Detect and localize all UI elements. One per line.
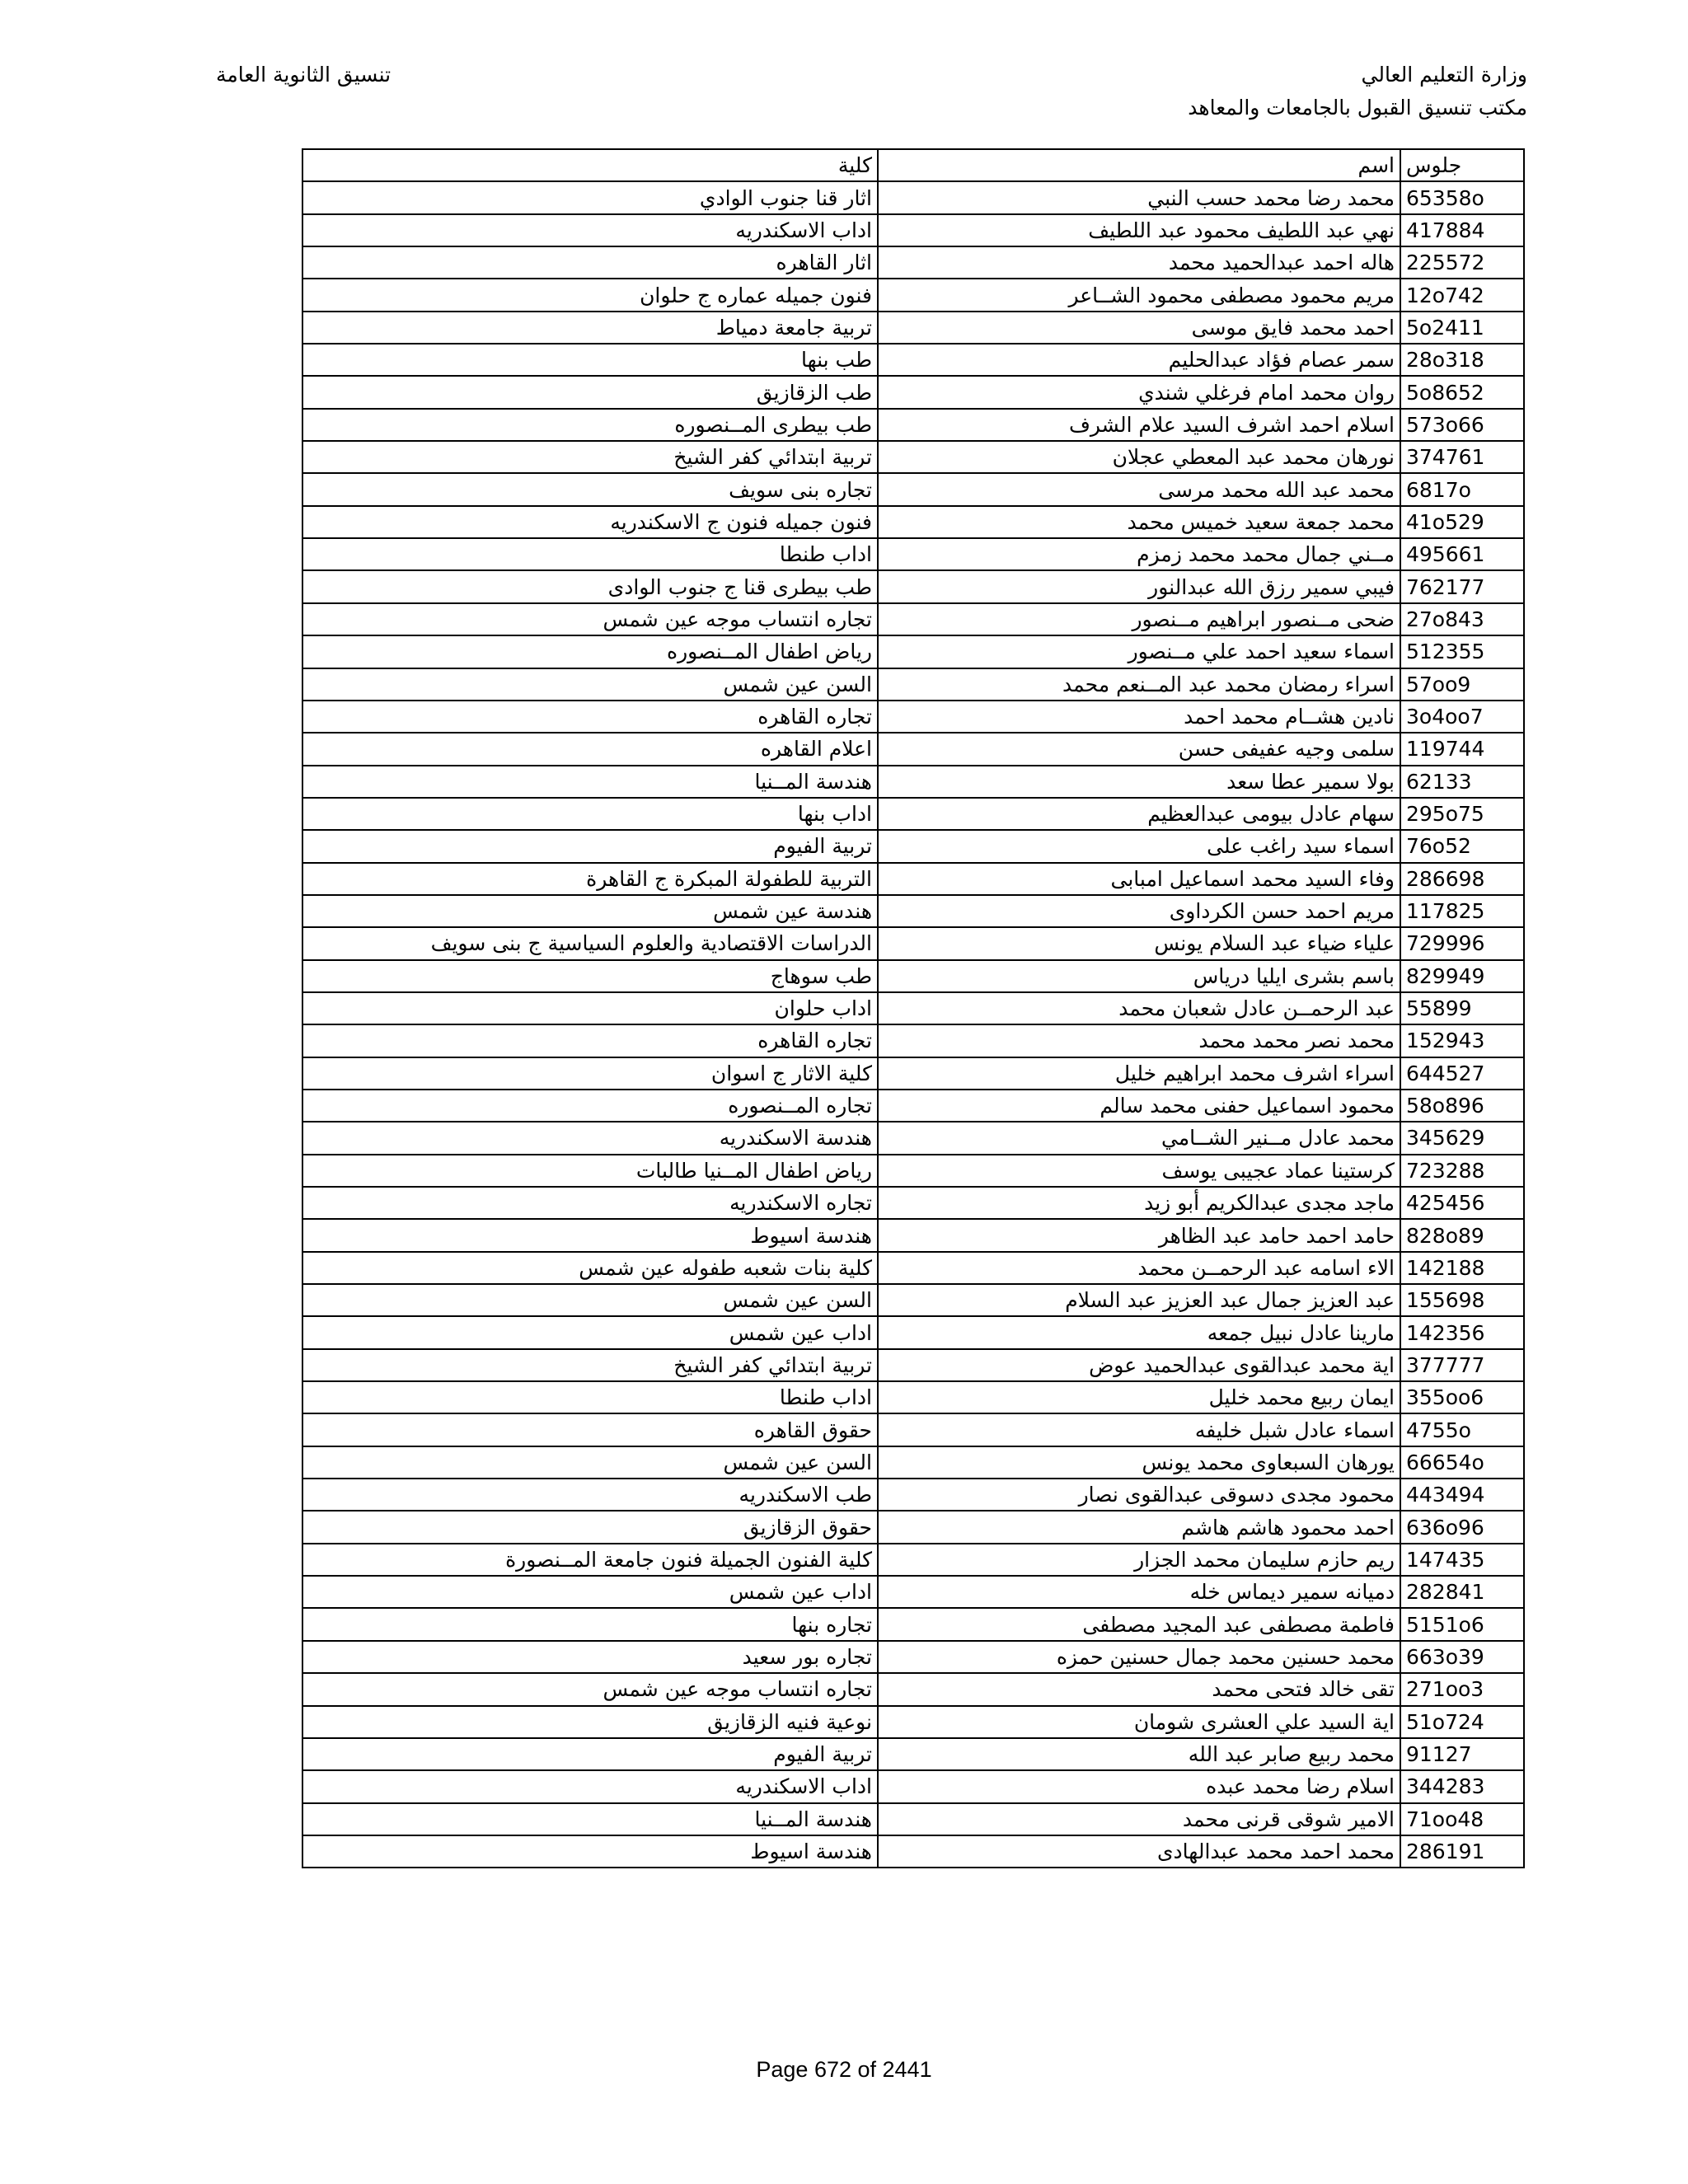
table-row <box>302 1381 1524 1413</box>
table-row <box>302 766 1524 798</box>
table-row <box>302 376 1524 408</box>
results-table <box>302 148 1525 1868</box>
seat-number-cell: 155698 <box>1400 1284 1524 1316</box>
student-name-cell: محمد رضا محمد حسب النبي <box>878 181 1400 213</box>
student-name-cell: وفاء السيد محمد اسماعيل امبابى <box>878 863 1400 895</box>
seat-number-cell: 28o318 <box>1400 344 1524 376</box>
name-column-header: اسم <box>878 149 1400 181</box>
college-cell: طب بنها <box>302 344 878 376</box>
student-name-cell: مــني جمال محمد محمد زمزم <box>878 538 1400 570</box>
college-cell: فنون جميله فنون ج الاسكندريه <box>302 506 878 538</box>
college-cell: فنون جميله عماره ج حلوان <box>302 279 878 311</box>
student-name-cell: مارينا عادل نبيل جمعه <box>878 1316 1400 1348</box>
table-row <box>302 279 1524 311</box>
table-row <box>302 1608 1524 1640</box>
seat-number-cell: 3o4oo7 <box>1400 701 1524 733</box>
seat-number-cell: 573o66 <box>1400 409 1524 441</box>
seat-number-cell: 417884 <box>1400 214 1524 246</box>
student-name-cell: سمر عصام فؤاد عبدالحليم <box>878 344 1400 376</box>
table-row <box>302 927 1524 959</box>
student-name-cell: دميانه سمير ديماس خله <box>878 1576 1400 1608</box>
student-name-cell: فيبي سمير رزق الله عبدالنور <box>878 570 1400 602</box>
table-row <box>302 668 1524 701</box>
college-cell: اثار القاهره <box>302 246 878 279</box>
college-cell: طب الاسكندريه <box>302 1479 878 1511</box>
seat-number-cell: 152943 <box>1400 1024 1524 1057</box>
table-row <box>302 1673 1524 1705</box>
college-cell: اداب حلوان <box>302 992 878 1024</box>
student-name-cell: حامد احمد حامد عبد الظاهر <box>878 1219 1400 1251</box>
student-name-cell: تقى خالد فتحى محمد <box>878 1673 1400 1705</box>
college-cell: تجاره الاسكندريه <box>302 1187 878 1219</box>
table-row <box>302 830 1524 862</box>
student-name-cell: محمد عادل مــنير الشــامي <box>878 1122 1400 1154</box>
student-name-cell: محمد احمد محمد عبدالهادى <box>878 1835 1400 1868</box>
college-cell: السن عين شمس <box>302 668 878 701</box>
seat-number-cell: 295o75 <box>1400 798 1524 830</box>
college-cell: نوعية فنيه الزقازيق <box>302 1706 878 1738</box>
table-row <box>302 798 1524 830</box>
college-cell: الدراسات الاقتصادية والعلوم السياسية ج بنى سويف <box>302 927 878 959</box>
student-name-cell: الامير شوقى قرنى محمد <box>878 1803 1400 1835</box>
student-name-cell: الاء اسامه عبد الرحمــن محمد <box>878 1252 1400 1284</box>
table-row <box>302 1090 1524 1122</box>
seat-number-cell: 271oo3 <box>1400 1673 1524 1705</box>
student-name-cell: اسلام رضا محمد عبده <box>878 1770 1400 1802</box>
student-name-cell: اسماء سيد راغب على <box>878 830 1400 862</box>
table-row <box>302 635 1524 668</box>
table-row <box>302 1479 1524 1511</box>
student-name-cell: فاطمة مصطفى عبد المجيد مصطفى <box>878 1608 1400 1640</box>
seat-number-cell: 65358o <box>1400 181 1524 213</box>
table-row <box>302 181 1524 213</box>
college-cell: تجاره انتساب موجه عين شمس <box>302 603 878 635</box>
college-cell: هندسة الاسكندريه <box>302 1122 878 1154</box>
college-cell: طب بيطرى المــنصوره <box>302 409 878 441</box>
seat-number-cell: 729996 <box>1400 927 1524 959</box>
student-name-cell: اية محمد عبدالقوى عبدالحميد عوض <box>878 1349 1400 1381</box>
table-row <box>302 1738 1524 1770</box>
college-cell: هندسة المــنيا <box>302 1803 878 1835</box>
seat-number-cell: 495661 <box>1400 538 1524 570</box>
seat-number-cell: 443494 <box>1400 1479 1524 1511</box>
college-cell: اداب عين شمس <box>302 1576 878 1608</box>
seat-number-cell: 355oo6 <box>1400 1381 1524 1413</box>
seat-number-cell: 147435 <box>1400 1544 1524 1576</box>
seat-number-cell: 286191 <box>1400 1835 1524 1868</box>
seat-number-cell: 286698 <box>1400 863 1524 895</box>
table-row <box>302 1511 1524 1543</box>
college-cell: اداب بنها <box>302 798 878 830</box>
student-name-cell: هاله احمد عبدالحميد محمد <box>878 246 1400 279</box>
table-row <box>302 701 1524 733</box>
student-name-cell: روان محمد امام فرغلي شندي <box>878 376 1400 408</box>
student-name-cell: ضحى مــنصور ابراهيم مــنصور <box>878 603 1400 635</box>
college-cell: طب بيطرى قنا ج جنوب الوادى <box>302 570 878 602</box>
table-row <box>302 1155 1524 1187</box>
table-row <box>302 895 1524 927</box>
table-row <box>302 1284 1524 1316</box>
college-cell: اعلام القاهره <box>302 733 878 765</box>
seat-number-cell: 119744 <box>1400 733 1524 765</box>
table-row <box>302 441 1524 473</box>
college-cell: هندسة اسيوط <box>302 1835 878 1868</box>
college-cell: تجاره بور سعيد <box>302 1641 878 1673</box>
college-cell: تجاره القاهره <box>302 1024 878 1057</box>
table-row <box>302 344 1524 376</box>
table-row <box>302 246 1524 279</box>
college-cell: طب الزقازيق <box>302 376 878 408</box>
student-name-cell: عبد الرحمــن عادل شعبان محمد <box>878 992 1400 1024</box>
seat-number-cell: 663o39 <box>1400 1641 1524 1673</box>
college-cell: اداب طنطا <box>302 1381 878 1413</box>
student-name-cell: محمد نصر محمد محمد <box>878 1024 1400 1057</box>
table-row <box>302 1576 1524 1608</box>
student-name-cell: اسراء اشرف محمد ابراهيم خليل <box>878 1057 1400 1090</box>
header-row <box>302 149 1524 181</box>
table-row <box>302 1024 1524 1057</box>
seat-number-cell: 27o843 <box>1400 603 1524 635</box>
page-number: Page 672 of 2441 <box>756 2057 932 2082</box>
college-cell: التربية للطفولة المبكرة ج القاهرة <box>302 863 878 895</box>
college-cell: هندسة اسيوط <box>302 1219 878 1251</box>
seat-number-cell: 57oo9 <box>1400 668 1524 701</box>
student-name-cell: كرستينا عماد عجيبى يوسف <box>878 1155 1400 1187</box>
student-name-cell: اية السيد علي العشرى شومان <box>878 1706 1400 1738</box>
table-row <box>302 570 1524 602</box>
student-name-cell: مريم محمود مصطفى محمود الشــاعر <box>878 279 1400 311</box>
college-cell: السن عين شمس <box>302 1284 878 1316</box>
college-cell: اداب عين شمس <box>302 1316 878 1348</box>
table-row <box>302 960 1524 992</box>
seat-number-cell: 91127 <box>1400 1738 1524 1770</box>
table-row <box>302 1770 1524 1802</box>
seat-column-header: جلوس <box>1400 149 1524 181</box>
student-name-cell: محمود مجدى دسوقى عبدالقوى نصار <box>878 1479 1400 1511</box>
seat-number-cell: 41o529 <box>1400 506 1524 538</box>
table-row <box>302 863 1524 895</box>
student-name-cell: بولا سمير عطا سعد <box>878 766 1400 798</box>
table-row <box>302 1316 1524 1348</box>
seat-number-cell: 51o724 <box>1400 1706 1524 1738</box>
seat-number-cell: 828o89 <box>1400 1219 1524 1251</box>
college-cell: اداب الاسكندريه <box>302 214 878 246</box>
seat-number-cell: 512355 <box>1400 635 1524 668</box>
student-name-cell: اسلام احمد اشرف السيد علام الشرف <box>878 409 1400 441</box>
seat-number-cell: 282841 <box>1400 1576 1524 1608</box>
student-name-cell: محمد ربيع صابر عبد الله <box>878 1738 1400 1770</box>
student-name-cell: نورهان محمد عبد المعطي عجلان <box>878 441 1400 473</box>
seat-number-cell: 5o8652 <box>1400 376 1524 408</box>
seat-number-cell: 71oo48 <box>1400 1803 1524 1835</box>
student-name-cell: اسراء رمضان محمد عبد المــنعم محمد <box>878 668 1400 701</box>
college-cell: هندسة المــنيا <box>302 766 878 798</box>
seat-number-cell: 377777 <box>1400 1349 1524 1381</box>
student-name-cell: احمد محمد فايق موسى <box>878 312 1400 344</box>
table-row <box>302 214 1524 246</box>
college-cell: رياض اطفال المــنيا طالبات <box>302 1155 878 1187</box>
table-row <box>302 409 1524 441</box>
college-cell: كلية بنات شعبه طفوله عين شمس <box>302 1252 878 1284</box>
seat-number-cell: 58o896 <box>1400 1090 1524 1122</box>
table-row <box>302 1349 1524 1381</box>
student-name-cell: نهي عبد اللطيف محمود عبد اللطيف <box>878 214 1400 246</box>
college-cell: حقوق القاهره <box>302 1413 878 1446</box>
college-cell: تربية ابتدائي كفر الشيخ <box>302 1349 878 1381</box>
table-row <box>302 992 1524 1024</box>
seat-number-cell: 66654o <box>1400 1446 1524 1479</box>
table-row <box>302 1706 1524 1738</box>
seat-number-cell: 142356 <box>1400 1316 1524 1348</box>
seat-number-cell: 644527 <box>1400 1057 1524 1090</box>
student-name-cell: اسماء عادل شبل خليفه <box>878 1413 1400 1446</box>
college-cell: السن عين شمس <box>302 1446 878 1479</box>
table-row <box>302 1446 1524 1479</box>
table-row <box>302 1803 1524 1835</box>
student-name-cell: محمود اسماعيل حفنى محمد سالم <box>878 1090 1400 1122</box>
college-cell: اداب طنطا <box>302 538 878 570</box>
table-row <box>302 473 1524 505</box>
seat-number-cell: 142188 <box>1400 1252 1524 1284</box>
college-cell: اداب الاسكندريه <box>302 1770 878 1802</box>
college-cell: تربية جامعة دمياط <box>302 312 878 344</box>
college-cell: تجاره بنى سويف <box>302 473 878 505</box>
college-cell: رياض اطفال المــنصوره <box>302 635 878 668</box>
seat-number-cell: 829949 <box>1400 960 1524 992</box>
seat-number-cell: 5o2411 <box>1400 312 1524 344</box>
table-row <box>302 1835 1524 1868</box>
student-name-cell: باسم بشرى ايليا درياس <box>878 960 1400 992</box>
college-cell: تربية الفيوم <box>302 1738 878 1770</box>
student-name-cell: محمد عبد الله محمد مرسى <box>878 473 1400 505</box>
student-name-cell: اسماء سعيد احمد علي مــنصور <box>878 635 1400 668</box>
college-cell: اثار قنا جنوب الوادي <box>302 181 878 213</box>
table-row <box>302 1219 1524 1251</box>
student-name-cell: علياء ضياء عبد السلام يونس <box>878 927 1400 959</box>
student-name-cell: سلمى وجيه عفيفى حسن <box>878 733 1400 765</box>
seat-number-cell: 117825 <box>1400 895 1524 927</box>
seat-number-cell: 636o96 <box>1400 1511 1524 1543</box>
table-row <box>302 1252 1524 1284</box>
seat-number-cell: 6817o <box>1400 473 1524 505</box>
college-cell: تجاره انتساب موجه عين شمس <box>302 1673 878 1705</box>
seat-number-cell: 5151o6 <box>1400 1608 1524 1640</box>
coordination-title: تنسيق الثانوية العامة <box>216 63 392 87</box>
college-cell: حقوق الزقازيق <box>302 1511 878 1543</box>
table-row <box>302 312 1524 344</box>
ministry-title: وزارة التعليم العالي <box>1361 63 1527 87</box>
student-name-cell: ريم حازم سليمان محمد الجزار <box>878 1544 1400 1576</box>
seat-number-cell: 345629 <box>1400 1122 1524 1154</box>
seat-number-cell: 425456 <box>1400 1187 1524 1219</box>
college-cell: تربية ابتدائي كفر الشيخ <box>302 441 878 473</box>
table-row <box>302 1544 1524 1576</box>
college-cell: تربية الفيوم <box>302 830 878 862</box>
seat-number-cell: 723288 <box>1400 1155 1524 1187</box>
college-cell: كلية الفنون الجميلة فنون جامعة المــنصورة <box>302 1544 878 1576</box>
student-name-cell: محمد جمعة سعيد خميس محمد <box>878 506 1400 538</box>
table-row <box>302 1641 1524 1673</box>
table-row <box>302 506 1524 538</box>
table-row <box>302 1413 1524 1446</box>
college-cell: كلية الاثار ج اسوان <box>302 1057 878 1090</box>
seat-number-cell: 374761 <box>1400 441 1524 473</box>
college-column-header: كلية <box>302 149 878 181</box>
seat-number-cell: 12o742 <box>1400 279 1524 311</box>
seat-number-cell: 762177 <box>1400 570 1524 602</box>
college-cell: طب سوهاج <box>302 960 878 992</box>
table-row <box>302 538 1524 570</box>
seat-number-cell: 76o52 <box>1400 830 1524 862</box>
student-name-cell: ماجد مجدى عبدالكريم أبو زيد <box>878 1187 1400 1219</box>
student-name-cell: ايمان ربيع محمد خليل <box>878 1381 1400 1413</box>
seat-number-cell: 62133 <box>1400 766 1524 798</box>
student-name-cell: سهام عادل بيومى عبدالعظيم <box>878 798 1400 830</box>
college-cell: تجاره بنها <box>302 1608 878 1640</box>
table-row <box>302 1187 1524 1219</box>
student-name-cell: عبد العزيز جمال عبد العزيز عبد السلام <box>878 1284 1400 1316</box>
seat-number-cell: 225572 <box>1400 246 1524 279</box>
college-cell: هندسة عين شمس <box>302 895 878 927</box>
student-name-cell: مريم احمد حسن الكرداوى <box>878 895 1400 927</box>
seat-number-cell: 344283 <box>1400 1770 1524 1802</box>
student-name-cell: يورهان السبعاوى محمد يونس <box>878 1446 1400 1479</box>
seat-number-cell: 4755o <box>1400 1413 1524 1446</box>
college-cell: تجاره القاهره <box>302 701 878 733</box>
table-row <box>302 603 1524 635</box>
table-row <box>302 1057 1524 1090</box>
table-row <box>302 1122 1524 1154</box>
seat-number-cell: 55899 <box>1400 992 1524 1024</box>
college-cell: تجاره المــنصوره <box>302 1090 878 1122</box>
student-name-cell: محمد حسنين محمد جمال حسنين حمزه <box>878 1641 1400 1673</box>
office-title: مكتب تنسيق القبول بالجامعات والمعاهد <box>1188 96 1527 120</box>
table-row <box>302 733 1524 765</box>
student-name-cell: نادين هشــام محمد احمد <box>878 701 1400 733</box>
student-name-cell: احمد محمود هاشم هاشم <box>878 1511 1400 1543</box>
